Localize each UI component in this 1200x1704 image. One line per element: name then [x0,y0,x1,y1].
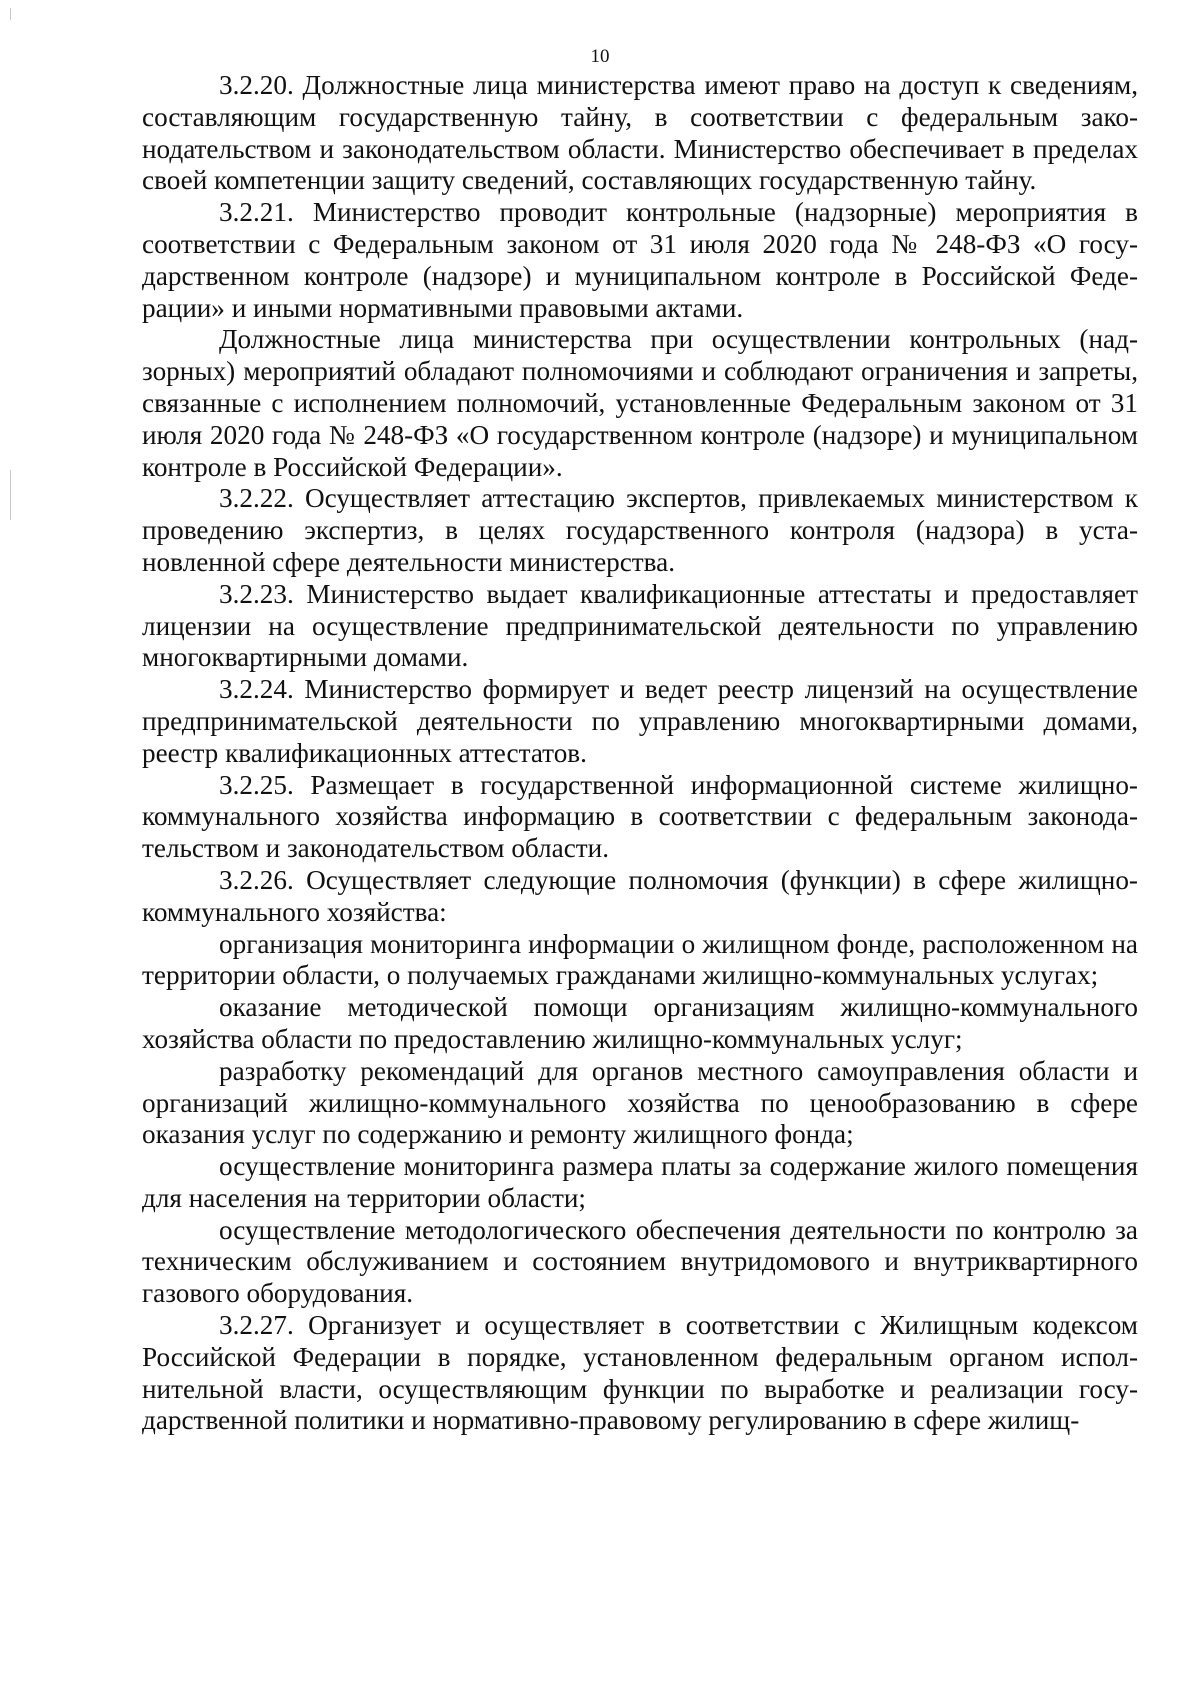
document-body [142,70,1138,1437]
paragraph-3-2-20: 3.2.20. Должностные лица министерства имеют право на доступ к сведениям, составляющим государственную тайну, в соответствии с федеральным законодательством и законодательством области. Министерство обеспечивает в пределах своей компетенции защиту сведений, составляющих государственную тайну. [142,70,1138,196]
paragraph-3-2-27: 3.2.27. Организует и осуществляет в соответствии с Жилищным кодексом Российской Федерации в порядке, установленном федеральным органом исполнительной власти, осуществляющим функции по выработке и реализации государственной политики и нормативно-правовому регулированию в сфере жилищ- [142,1310,1138,1436]
paragraph-3-2-21: 3.2.21. Министерство проводит контрольные (надзорные) мероприятия в соответствии с Федеральным законом от 31 июля 2020 года № 248-ФЗ «О государственном контроле (надзоре) и муниципальном контроле в Российской Федерации» и иными нормативными правовыми актами. [142,197,1138,323]
scan-artifact [10,470,11,520]
paragraph-3-2-21-officials: Должностные лица министерства при осуществлении контрольных (надзорных) мероприятий обладают полномочиями и соблюдают ограничения и запреты, связанные с исполнением полномочий, установленные Федеральным законом от 31 июля 2020 года № 248-ФЗ «О государственном контроле (надзоре) и муниципальном контроле в Российской Федерации». [142,324,1138,482]
list-item-recommendations: разработку рекомендаций для органов местного самоуправления области и организаций жилищно-коммунального хозяйства по ценообразованию в сфере оказания услуг по содержанию и ремонту жилищного фонда; [142,1055,1138,1150]
list-item-payment-monitoring: осуществление мониторинга размера платы за содержание жилого помещения для населения на территории области; [142,1151,1138,1213]
paragraph-3-2-25: 3.2.25. Размещает в государственной информационной системе жилищно-коммунального хозяйства информацию в соответствии с федеральным законодательством и законодательством области. [142,769,1138,864]
paragraph-3-2-24: 3.2.24. Министерство формирует и ведет реестр лицензий на осуществление предпринимательской деятельности по управлению многоквартирными домами, реестр квалификационных аттестатов. [142,674,1138,768]
page-number: 10 [590,46,610,67]
paragraph-3-2-23: 3.2.23. Министерство выдает квалификационные аттестаты и предоставляет лицензии на осуществление предпринимательской деятельности по управлению многоквартирными домами. [142,578,1138,673]
scan-artifact [10,8,11,20]
paragraph-3-2-26: 3.2.26. Осуществляет следующие полномочия (функции) в сфере жилищно-коммунального хозяйства: [142,864,1138,927]
paragraph-3-2-22: 3.2.22. Осуществляет аттестацию экспертов, привлекаемых министерством к проведению экспертиз, в целях государственного контроля (надзора) в установленной сфере деятельности министерства. [142,483,1138,577]
list-item-gas-equipment: осуществление методологического обеспечения деятельности по контролю за техническим обслуживанием и состоянием внутридомового и внутриквартирного газового оборудования. [142,1214,1138,1309]
list-item-monitoring: организация мониторинга информации о жилищном фонде, расположенном на территории области, о получаемых гражданами жилищно-коммунальных услугах; [142,928,1138,991]
list-item-methodical-help: оказание методической помощи организациям жилищно-коммунального хозяйства области по предоставлению жилищно-коммунальных услуг; [142,992,1138,1054]
